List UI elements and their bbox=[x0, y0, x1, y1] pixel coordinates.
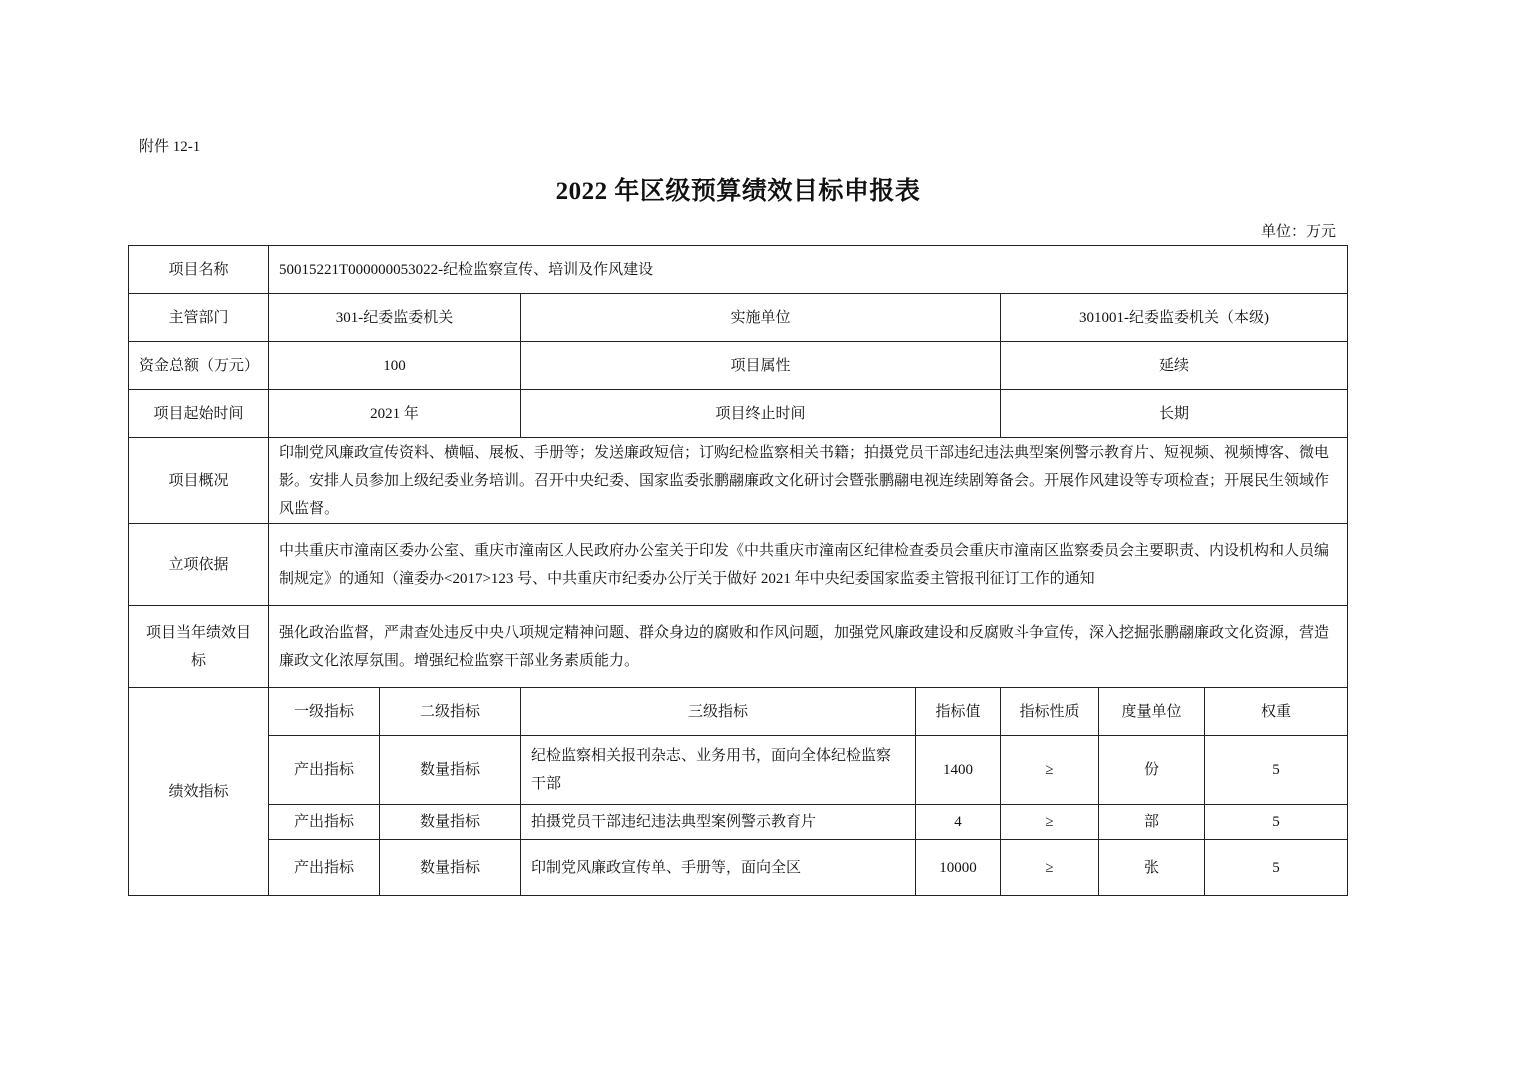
overview-value: 印制党风廉政宣传资料、横幅、展板、手册等；发送廉政短信；订购纪检监察相关书籍；拍摄党员干部违纪违法典型案例警示教育片、短视频、视频博客、微电影。安排人员参加上级纪委业务培训。召开中央纪委、国家监委张鹏翮廉政文化研讨会暨张鹏翮电视连续剧筹备会。开展作风建设等专项检查；开展民生领域作风监督。 bbox=[269, 438, 1348, 524]
row-overview bbox=[129, 438, 1348, 524]
row-period bbox=[129, 390, 1348, 438]
level1-cell: 产出指标 bbox=[269, 736, 380, 805]
budget-performance-table bbox=[128, 245, 1348, 896]
level2-cell: 数量指标 bbox=[380, 805, 521, 840]
goal-label: 项目当年绩效目标 bbox=[129, 606, 269, 688]
end-label: 项目终止时间 bbox=[521, 390, 1001, 438]
indicator-header-row bbox=[129, 688, 1348, 736]
basis-value: 中共重庆市潼南区委办公室、重庆市潼南区人民政府办公室关于印发《中共重庆市潼南区纪律检查委员会重庆市潼南区监察委员会主要职责、内设机构和人员编制规定》的通知（潼委办<2017>123 号、中共重庆市纪委办公厅关于做好 2021 年中央纪委国家监委主管报刊征订工作的通知 bbox=[269, 524, 1348, 606]
row-goal bbox=[129, 606, 1348, 688]
indicators-section-label: 绩效指标 bbox=[129, 688, 269, 896]
row-project-name bbox=[129, 246, 1348, 294]
weight-cell: 5 bbox=[1205, 736, 1348, 805]
unit-cell: 张 bbox=[1099, 840, 1205, 896]
level2-cell: 数量指标 bbox=[380, 736, 521, 805]
indicator-row bbox=[129, 805, 1348, 840]
impl-label: 实施单位 bbox=[521, 294, 1001, 342]
value-cell: 4 bbox=[916, 805, 1001, 840]
unit-label: 单位：万元 bbox=[1260, 224, 1336, 240]
weight-cell: 5 bbox=[1205, 840, 1348, 896]
indicator-row bbox=[129, 840, 1348, 896]
goal-value: 强化政治监督，严肃查处违反中央八项规定精神问题、群众身边的腐败和作风问题，加强党风廉政建设和反腐败斗争宣传，深入挖掘张鹏翮廉政文化资源，营造廉政文化浓厚氛围。增强纪检监察干部业务素质能力。 bbox=[269, 606, 1348, 688]
unit-cell: 份 bbox=[1099, 736, 1205, 805]
value-cell: 1400 bbox=[916, 736, 1001, 805]
header-value: 指标值 bbox=[916, 688, 1001, 736]
value-cell: 10000 bbox=[916, 840, 1001, 896]
basis-label: 立项依据 bbox=[129, 524, 269, 606]
row-basis bbox=[129, 524, 1348, 606]
level2-cell: 数量指标 bbox=[380, 840, 521, 896]
indicator-row bbox=[129, 736, 1348, 805]
dept-label: 主管部门 bbox=[129, 294, 269, 342]
page-title: 2022 年区级预算绩效目标申报表 bbox=[555, 178, 921, 205]
level1-cell: 产出指标 bbox=[269, 840, 380, 896]
header-level3: 三级指标 bbox=[521, 688, 916, 736]
header-level2: 二级指标 bbox=[380, 688, 521, 736]
impl-value: 301001-纪委监委机关（本级) bbox=[1001, 294, 1348, 342]
fund-value: 100 bbox=[269, 342, 521, 390]
start-label: 项目起始时间 bbox=[129, 390, 269, 438]
attr-value: 延续 bbox=[1001, 342, 1348, 390]
level3-cell: 拍摄党员干部违纪违法典型案例警示教育片 bbox=[521, 805, 916, 840]
header-nature: 指标性质 bbox=[1001, 688, 1099, 736]
unit-cell: 部 bbox=[1099, 805, 1205, 840]
dept-value: 301-纪委监委机关 bbox=[269, 294, 521, 342]
fund-label: 资金总额（万元） bbox=[129, 342, 269, 390]
nature-cell: ≥ bbox=[1001, 736, 1099, 805]
level3-cell: 纪检监察相关报刊杂志、业务用书，面向全体纪检监察干部 bbox=[521, 736, 916, 805]
level3-cell: 印制党风廉政宣传单、手册等，面向全区 bbox=[521, 840, 916, 896]
row-fund bbox=[129, 342, 1348, 390]
attachment-label: 附件 12-1 bbox=[139, 139, 201, 155]
attr-label: 项目属性 bbox=[521, 342, 1001, 390]
start-value: 2021 年 bbox=[269, 390, 521, 438]
row-department bbox=[129, 294, 1348, 342]
overview-label: 项目概况 bbox=[129, 438, 269, 524]
nature-cell: ≥ bbox=[1001, 805, 1099, 840]
nature-cell: ≥ bbox=[1001, 840, 1099, 896]
header-unit: 度量单位 bbox=[1099, 688, 1205, 736]
weight-cell: 5 bbox=[1205, 805, 1348, 840]
end-value: 长期 bbox=[1001, 390, 1348, 438]
level1-cell: 产出指标 bbox=[269, 805, 380, 840]
header-level1: 一级指标 bbox=[269, 688, 380, 736]
project-name-value: 50015221T000000053022-纪检监察宣传、培训及作风建设 bbox=[269, 246, 1348, 294]
project-name-label: 项目名称 bbox=[129, 246, 269, 294]
header-weight: 权重 bbox=[1205, 688, 1348, 736]
